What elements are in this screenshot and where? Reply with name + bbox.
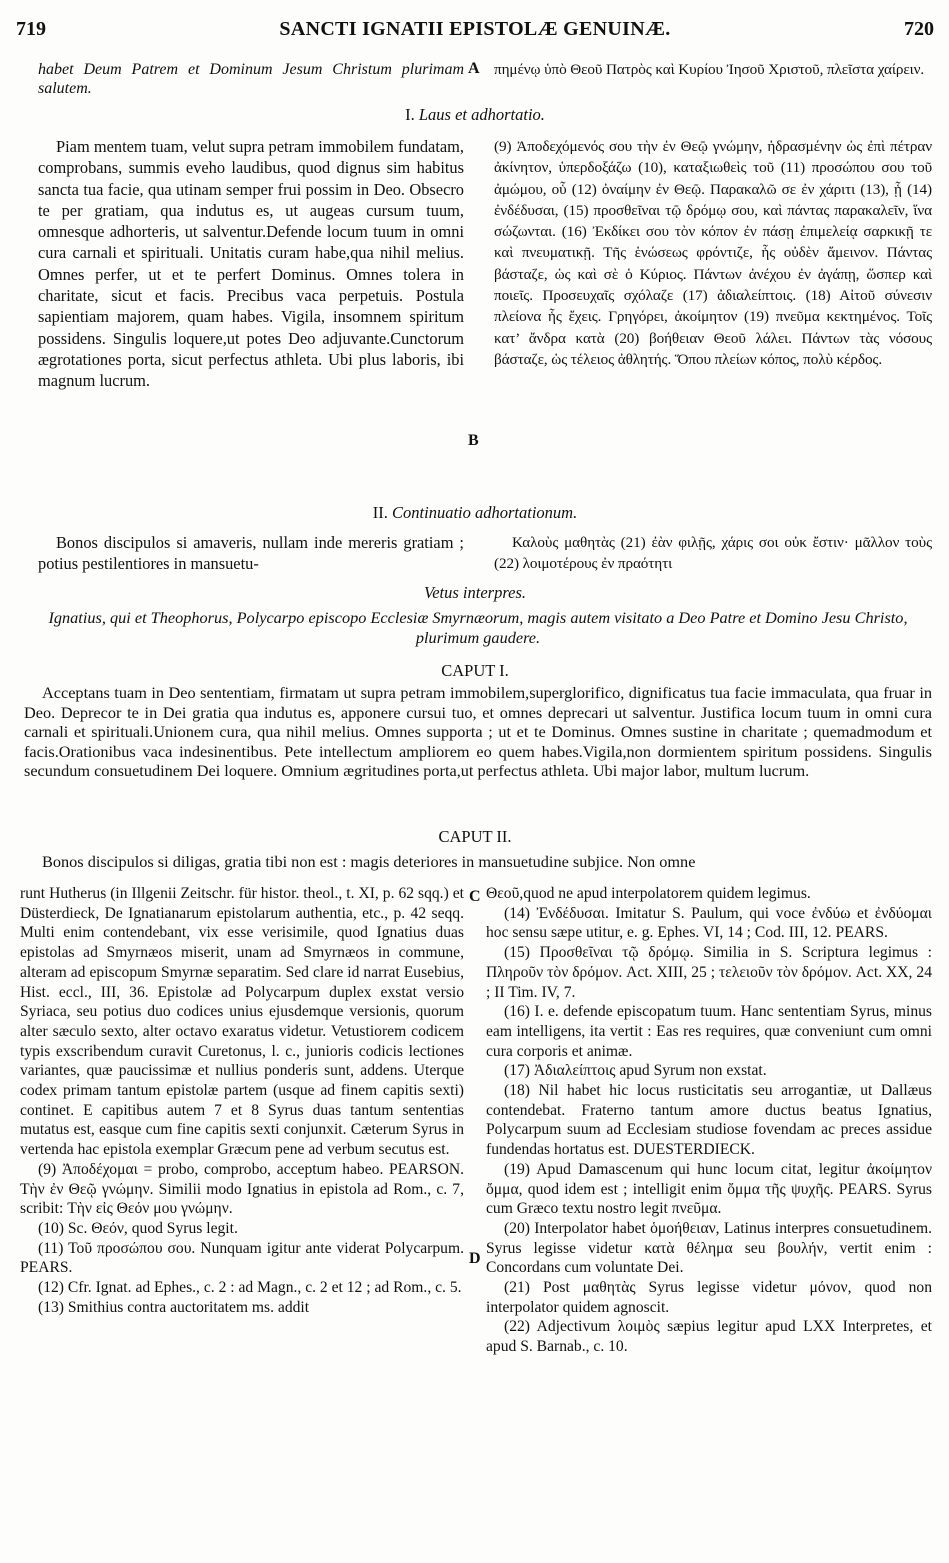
note-9: (9) Ἀποδέχομαι = probo, comprobo, acceptum habeo. PEARSON. Τὴν ἐν Θεῷ γνώμην. Similii modo Ignatius in epistola ad Rom., c. 7, scribit: Τὴν εἰς Θεόν μου γνώμην. <box>20 1160 464 1218</box>
latin-paragraph-1 <box>38 136 464 392</box>
note-21: (21) Post μαθητὰς Syrus legisse videtur μόνον, quod non interpolator quidem agnoscit. <box>486 1279 932 1316</box>
greek-text-2: Καλοὺς μαθητὰς (21) ἐὰν φιλῇς, χάρις σοι οὐκ ἔστιν· μᾶλλον τοὺς (22) λοιμοτέρους ἐν πραότητι <box>494 534 932 573</box>
section-number-1: I. <box>405 105 415 124</box>
note-18: (18) Nil habet hic locus rusticitatis seu arrogantiæ, ut Dallæus contendebat. Fraterno tantum amore ductus beatus Ignatius, Polycarpum suum ad Ecclesiam studiose fovendam ac preces assidue fundendas hortatus est. DUESTERDIECK. <box>486 1082 932 1159</box>
greek-paragraph-2 <box>494 532 932 575</box>
section-number-2: II. <box>372 503 388 522</box>
greek-text-1: (9) Ἀποδεχόμενός σου τὴν ἐν Θεῷ γνώμην, ἡδρασμένην ὡς ἐπὶ πέτραν ἀκίνητον, ὑπερδοξάζω (10), καταξιωθεὶς τοῦ (11) προσώπου σου τοῦ ἀμώμου, οὗ (12) ὀναίμην ἐν Θεῷ. Παρακαλῶ σε ἐν χάριτι (13), ᾗ (14) ἐνδέδυσαι, (15) προσθεῖναι τῷ δρόμῳ σου, καὶ πάντας παρακαλεῖν, ἵνα σώζωνται. (16) Ἐκδίκει σου τὸν κόπον ἐν πάσῃ ἐπιμελείᾳ σαρκικῇ τε καὶ πνευματικῇ. Τῆς ἑνώσεως φρόντιζε, ἧς οὐδὲν ἄμεινον. Πάντας βάσταζε, ὡς καὶ σὲ ὁ Κύριος. Πάντων ἀνέχου ἐν ἀγάπῃ, ὥσπερ καὶ ποιεῖς. Προσευχαῖς σχόλαζε (17) ἀδιαλείπτοις. (18) Αἰτοῦ σύνεσιν πλείονα ἧς ἔχεις. Γρηγόρει, ἀκοίμητον (19) πνεῦμα κεκτημένος. Τοῖς κατ’ ἄνδρα κατὰ (20) βοήθειαν Θεοῦ λάλει. Πάντων τὰς νόσους βάσταζε, ὡς τέλειος ἀθλητής. Ὅπου πλείων κόπος, πολὺ κέρδος. <box>494 138 932 368</box>
note-19: (19) Apud Damascenum qui hunc locum citat, legitur ἀκοίμητον ὄμμα, quod idem est ; intelligit enim ὄμμα τῆς ψυχῆς. PEARS. Syrus cum Græco textu nostro legit πνεῦμα. <box>486 1160 932 1218</box>
note-13-continued: Θεοῦ,quod ne apud interpolatorem quidem legimus. <box>486 885 811 902</box>
vetus-interpres-heading: Vetus interpres. <box>423 583 527 602</box>
section-title-1: Laus et adhortatio. <box>418 105 545 124</box>
page-number-right: 720 <box>904 18 934 40</box>
note-13: (13) Smithius contra auctoritatem ms. addit <box>38 1298 310 1316</box>
margin-marker-a: A <box>468 60 480 77</box>
note-22: (22) Adjectivum λοιμὸς sæpius legitur apud LXX Interpretes, et apud S. Barnab., c. 10. <box>486 1318 932 1356</box>
caput-2-text <box>24 852 932 872</box>
note-11: (11) Τοῦ προσώπου σου. Nunquam igitur ante viderat Polycarpum. PEARS. <box>20 1239 464 1277</box>
page-number-left: 719 <box>16 18 46 40</box>
caput-1-paragraph: Acceptans tuam in Deo sententiam, firmatam ut supra petram immobilem,superglorifico, dignificatus tua facie immaculata, qua fruar in Deo. Deprecor te in Dei gratia qua indutus es, apponere cursui tuo, et omnes deprecari ut salventur. Justifica locum tuum in omni cura carnali et spirituali.Unionem cura, qua nihil melius. Omnes supporta ; ut et te Dominus. Omnes sustine in charitate ; quemadmodum et facis.Orationibus vaca indesinentibus. Pete intellectum ampliorem eo quem habes.Vigila,non dormientem spiritum possidens. Singulis secundum consuetudinem Dei loquere. Omnium ægritudines porta,ut perfectus athleta. Ubi major labor, multum lucrum. <box>24 683 932 780</box>
section-heading-2 <box>16 502 934 523</box>
vetus-intro: Ignatius, qui et Theophorus, Polycarpo episcopo Ecclesiæ Smyrnæorum, magis autem visitato a Deo Patre et Domino Jesu Christo, plurimum gaudere. <box>48 608 908 647</box>
latin-paragraph-2 <box>38 532 464 575</box>
margin-marker-b: B <box>468 432 479 449</box>
section-heading-1 <box>16 104 934 125</box>
caput-2-paragraph: Bonos discipulos si diligas, gratia tibi non est : magis deteriores in mansuetudine subjice. Non omne <box>42 852 696 871</box>
latin-text-1: Piam mentem tuam, velut supra petram immobilem fundatam, comprobans, summis eveho laudibus, quod dignus sim habitus sancta tua facie, qua utinam semper frui possim in Deo. Obsecro te per gratiam, qua indutus es, ut augeas cursum tuum, omnesque adhorteris, ut salventur.Defende locum tuum in omni cura carnali et spirituali. Unitatis curam habe,qua nihil melius. Omnes perfer, ut et te perfert Dominus. Omnes tolera in charitate, sicut et facis. Precibus vaca perpetuis. Postula sapientiam majorem, quam habes. Vigila, insomnem spiritum possidens. Singulis loquere,ut potes Deo adjuvante.Cunctorum ægrotationes porta, sicut perfectus athleta. Ubi plus laboris, ibi magnum lucrum. <box>38 137 464 391</box>
note-14: (14) Ἐνδέδυσαι. Imitatur S. Paulum, qui voce ἐνδύω et ἐνδύομαι hoc sensu sæpe utitur, e. g. Ephes. VI, 14 ; Cod. III, 12. PEARS. <box>486 904 932 942</box>
margin-marker-d: D <box>469 1250 481 1267</box>
note-15: (15) Προσθεῖναι τῷ δρόμῳ. Similia in S. Scriptura legimus : Πληροῦν τὸν δρόμον. Act. XIII, 25 ; τελειοῦν τὸν δρόμον. Act. XX, 24 ; II Tim. IV, 7. <box>486 944 932 1001</box>
notes-left-column <box>20 884 464 1317</box>
note-16: (16) I. e. defende episcopatum tuum. Hanc sententiam Syrus, minus eam intelligens, ita vertit : Eas res requires, quæ conveniunt cum omni cura corporis et animæ. <box>486 1003 932 1060</box>
latin-text-2: Bonos discipulos si amaveris, nullam inde mereris gratiam ; potius pestilentiores in mansuetu- <box>38 533 464 574</box>
note-20: (20) Interpolator habet ὁμοήθειαν, Latinus interpres consuetudinem. Syrus legisse videtur κατὰ θέλημα seu βουλήν, vertit enim : Concordans cum voluntate Dei. <box>486 1219 932 1277</box>
caput-2-heading: CAPUT II. <box>438 827 512 846</box>
margin-marker-c: C <box>469 888 481 905</box>
running-header <box>16 18 934 44</box>
note-17: (17) Ἀδιαλείπτοις apud Syrum non exstat. <box>504 1062 767 1080</box>
note-10: (10) Sc. Θεόν, quod Syrus legit. <box>38 1219 238 1237</box>
section-title-2: Continuatio adhortationum. <box>392 503 578 522</box>
note-12: (12) Cfr. Ignat. ad Ephes., c. 2 : ad Magn., c. 2 et 12 ; ad Rom., c. 5. <box>38 1279 462 1297</box>
caput-1-heading: CAPUT I. <box>441 661 509 680</box>
salutation-greek: πημένῳ ὑπὸ Θεοῦ Πατρὸς καὶ Κυρίου Ἰησοῦ Χριστοῦ, πλεῖστα χαίρειν. <box>494 61 925 78</box>
notes-right-column <box>486 884 932 1357</box>
caput-1-text <box>24 683 932 781</box>
running-title: SANCTI IGNATII EPISTOLÆ GENUINÆ. <box>279 18 671 40</box>
salutation-latin: habet Deum Patrem et Dominum Jesum Christum plurimam salutem. <box>38 61 464 97</box>
greek-paragraph-1 <box>494 136 932 370</box>
note-text: runt Hutherus (in Illgenii Zeitschr. für histor. theol., t. XI, p. 62 sqq.) et Düsterdieck, De Ignatianarum epistolarum authentia, etc., p. 42 seqq. Multi enim contendebant, vix esse verisimile, quod Ignatius duas epistolas ad Smyrnæos miserit, unam ad Smyrnæos in commune, alteram ad episcopum Smyrnæ separatim. Sed clare id narrat Eusebius, Hist. eccl., III, 36. Epistolæ ad Polycarpum duplex exstat versio Syriaca, seu potius duo codices unius ejusdemque versionis, quorum alter sæculo sexto, alter octavo exaratus videtur. Vetustiorem codicem typis exscribendum curavit Curetonus, l. c., junioris codicis lectiones variantes, quæ paucissimæ et nullius ponderis sunt, addens. Uterque codex primam tantum epistolæ partem (usque ad finem capitis sexti) continet. E capitibus autem 7 et 8 Syrus duas tantum sententias mutatus est, easque cum fine capitis sexti conjunxit. Cæterum Syrus in vertenda hac epistola exemplar Græcum pene ad verbum secutus est. <box>20 885 464 1159</box>
